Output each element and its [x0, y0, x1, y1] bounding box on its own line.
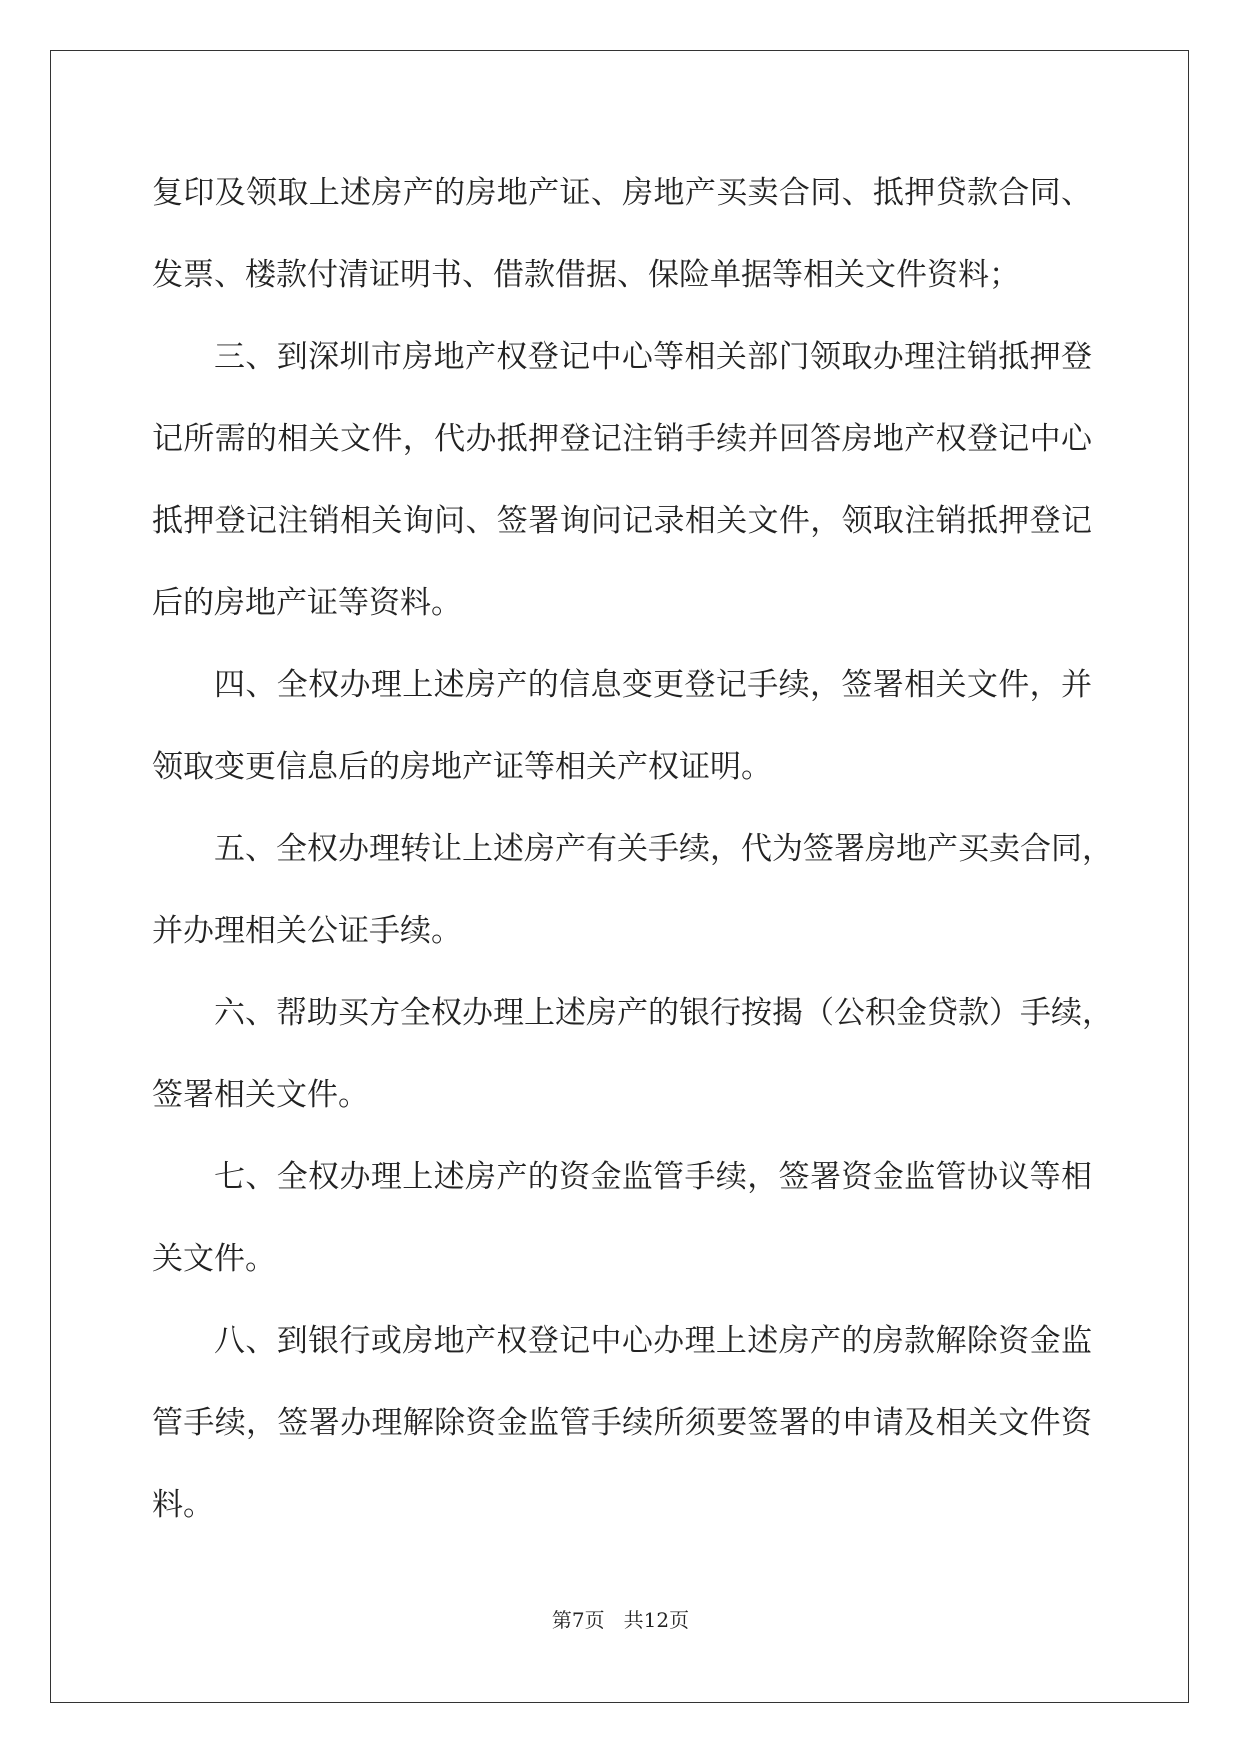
- text-line: 复印及领取上述房产的房地产证、房地产买卖合同、抵押贷款合同、: [152, 175, 1092, 211]
- paragraph-8-start: 八、到银行或房地产权登记中心办理上述房产的房款解除资金监: [214, 1323, 1092, 1359]
- text-line: 领取变更信息后的房地产证等相关产权证明。: [152, 749, 772, 785]
- document-body: [152, 152, 1113, 1546]
- text-line: 管手续，签署办理解除资金监管手续所须要签署的申请及相关文件资: [152, 1405, 1092, 1441]
- text-line: 记所需的相关文件，代办抵押登记注销手续并回答房地产权登记中心: [152, 421, 1092, 457]
- paragraph-6-start: 六、帮助买方全权办理上述房产的银行按揭（公积金贷款）手续，: [214, 995, 1113, 1031]
- text-line: 抵押登记注销相关询问、签署询问记录相关文件，领取注销抵押登记: [152, 503, 1092, 539]
- paragraph-5-start: 五、全权办理转让上述房产有关手续，代为签署房地产买卖合同，: [214, 831, 1113, 867]
- text-line: 签署相关文件。: [152, 1077, 369, 1113]
- paragraph-4-start: 四、全权办理上述房产的信息变更登记手续，签署相关文件，并: [214, 667, 1092, 703]
- text-line: 后的房地产证等资料。: [152, 585, 462, 621]
- text-line: 料。: [152, 1487, 214, 1523]
- text-line: 发票、楼款付清证明书、借款借据、保险单据等相关文件资料；: [152, 257, 1020, 293]
- page-number-footer: 第7页 共12页: [551, 1608, 690, 1632]
- text-line: 并办理相关公证手续。: [152, 913, 462, 949]
- paragraph-7-start: 七、全权办理上述房产的资金监管手续，签署资金监管协议等相: [214, 1159, 1092, 1195]
- paragraph-3-start: 三、到深圳市房地产权登记中心等相关部门领取办理注销抵押登: [214, 339, 1092, 375]
- text-line: 关文件。: [152, 1241, 276, 1277]
